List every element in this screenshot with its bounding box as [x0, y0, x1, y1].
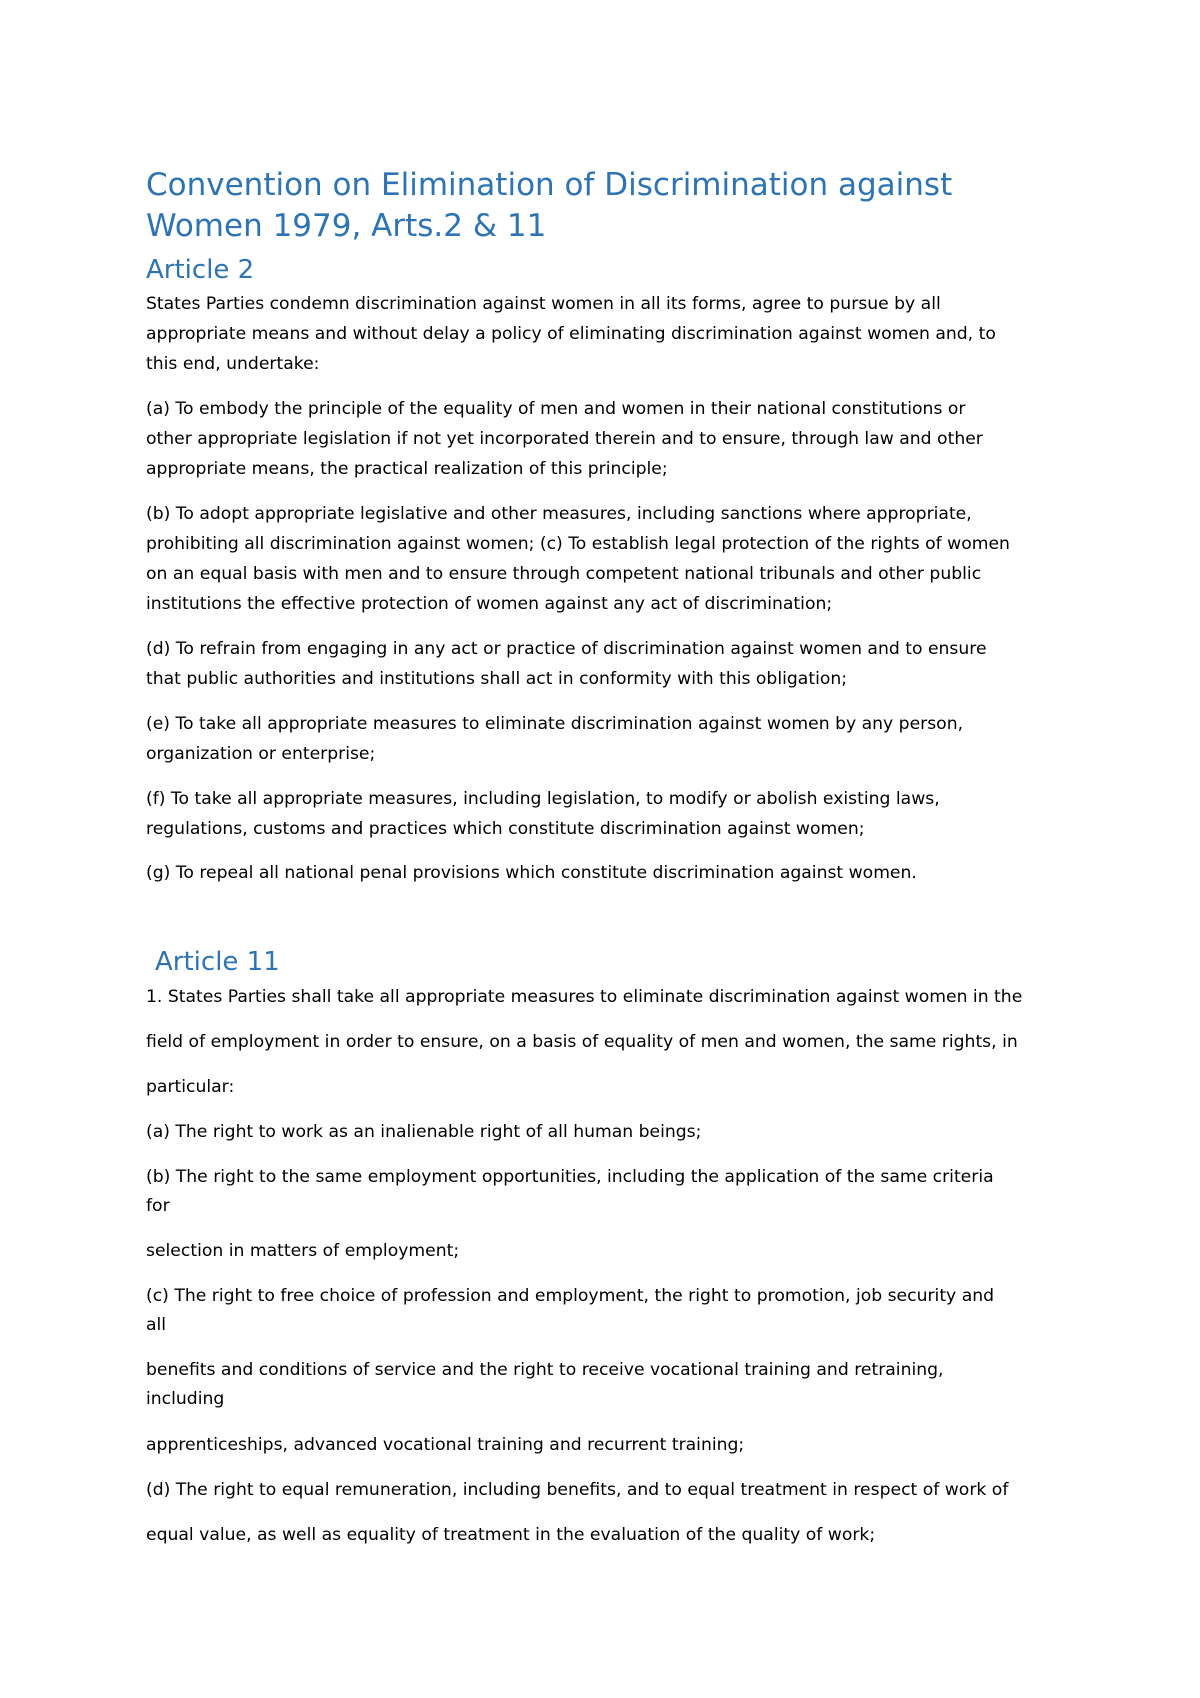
article-2-heading: Article 2	[146, 255, 255, 285]
article-11-paragraph: equal value, as well as equality of treatment in the evaluation of the quality of work;	[146, 1525, 876, 1545]
article-2-paragraph-e	[146, 709, 1076, 769]
text-line: prohibiting all discrimination against women; (c) To establish legal protection of the rights of women	[146, 534, 1010, 554]
text-line: other appropriate legislation if not yet incorporated therein and to ensure, through law and other	[146, 429, 983, 449]
document-title	[146, 165, 1106, 247]
article-11-paragraph: particular:	[146, 1077, 235, 1097]
article-11-paragraph: apprenticeships, advanced vocational training and recurrent training;	[146, 1435, 745, 1455]
article-11-paragraph: 1. States Parties shall take all appropriate measures to eliminate discrimination against women in the	[146, 987, 1023, 1007]
text-line: (d) To refrain from engaging in any act or practice of discrimination against women and to ensure	[146, 639, 987, 659]
text-line: (a) To embody the principle of the equality of men and women in their national constitutions or	[146, 399, 966, 419]
article-11-paragraph: field of employment in order to ensure, on a basis of equality of men and women, the same rights, in	[146, 1032, 1018, 1052]
article-11-paragraph: all	[146, 1315, 167, 1335]
text-line: appropriate means and without delay a policy of eliminating discrimination against women and, to	[146, 324, 996, 344]
article-11-paragraph: (c) The right to free choice of profession and employment, the right to promotion, job security and	[146, 1286, 995, 1306]
text-line: on an equal basis with men and to ensure through competent national tribunals and other public	[146, 564, 982, 584]
article-11-paragraph: including	[146, 1389, 225, 1409]
article-2-paragraph-a	[146, 394, 1076, 484]
article-11-paragraph: for	[146, 1196, 170, 1216]
text-line: this end, undertake:	[146, 354, 320, 374]
article-11-paragraph: (a) The right to work as an inalienable right of all human beings;	[146, 1122, 702, 1142]
article-11-heading: Article 11	[155, 947, 280, 977]
article-2-paragraph-f	[146, 784, 1076, 844]
text-line: organization or enterprise;	[146, 744, 376, 764]
title-line: Women 1979, Arts.2 & 11	[146, 208, 547, 244]
text-line: (f) To take all appropriate measures, including legislation, to modify or abolish existing laws,	[146, 789, 940, 809]
text-line: (b) To adopt appropriate legislative and other measures, including sanctions where appropriate,	[146, 504, 972, 524]
text-line: appropriate means, the practical realization of this principle;	[146, 459, 668, 479]
text-line: regulations, customs and practices which constitute discrimination against women;	[146, 819, 865, 839]
text-line: institutions the effective protection of women against any act of discrimination;	[146, 594, 833, 614]
text-line: States Parties condemn discrimination against women in all its forms, agree to pursue by all	[146, 294, 941, 314]
article-11-paragraph: (b) The right to the same employment opportunities, including the application of the same criteria	[146, 1167, 994, 1187]
text-line: (g) To repeal all national penal provisions which constitute discrimination against women.	[146, 863, 917, 883]
title-line: Convention on Elimination of Discrimination against	[146, 167, 953, 203]
article-2-paragraph-d	[146, 634, 1076, 694]
article-11-paragraph: selection in matters of employment;	[146, 1241, 460, 1261]
article-11-paragraph: benefits and conditions of service and the right to receive vocational training and retraining,	[146, 1360, 944, 1380]
article-2-paragraph-b-c	[146, 499, 1076, 619]
article-11-paragraph: (d) The right to equal remuneration, including benefits, and to equal treatment in respect of work of	[146, 1480, 1009, 1500]
text-line: that public authorities and institutions shall act in conformity with this obligation;	[146, 669, 848, 689]
text-line: (e) To take all appropriate measures to eliminate discrimination against women by any person,	[146, 714, 964, 734]
article-2-paragraph-intro	[146, 289, 1076, 379]
article-2-paragraph-g	[146, 858, 1076, 888]
